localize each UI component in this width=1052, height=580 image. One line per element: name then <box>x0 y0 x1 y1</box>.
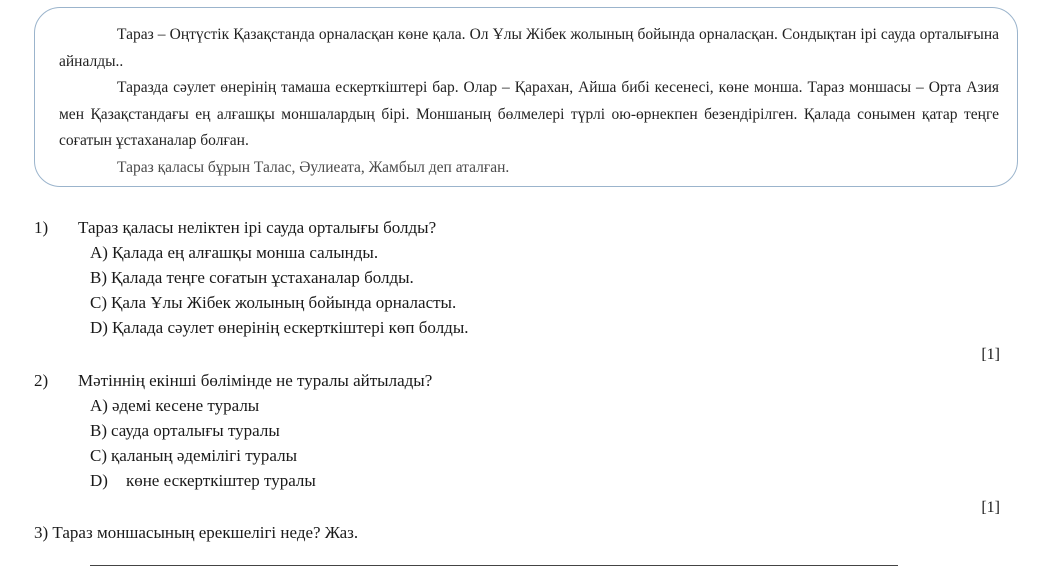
question-number: 1) <box>34 218 49 237</box>
option-label: A) <box>90 396 108 415</box>
question-number: 3) <box>34 523 49 542</box>
question-text: Тараз моншасының ерекшелігі неде? Жаз. <box>52 523 359 542</box>
option-label: B) <box>90 268 107 287</box>
question-1-option-a <box>90 241 378 265</box>
question-text: Тараз қаласы неліктен ірі сауда орталығы болды? <box>78 218 437 237</box>
option-text: қаланың әдемілігі туралы <box>111 446 298 465</box>
question-1-option-d <box>90 316 469 340</box>
question-text: Мәтіннің екінші бөлімінде не туралы айтылады? <box>78 371 433 390</box>
answer-line[interactable] <box>90 565 898 566</box>
option-text: көне ескерткіштер туралы <box>125 471 316 490</box>
option-label: A) <box>90 243 108 262</box>
option-text: Қалада сәулет өнерінің ескерткіштері көп болды. <box>111 318 469 337</box>
option-label: C) <box>90 293 107 312</box>
question-2-mark: [1] <box>981 499 1000 516</box>
reading-passage <box>34 7 1018 187</box>
option-text: әдемі кесене туралы <box>111 396 260 415</box>
question-2-option-c <box>90 444 297 468</box>
passage-paragraph-2: Таразда сәулет өнерінің тамаша ескерткіштері бар. Олар – Қарахан, Айша бибі кесенесі, көне монша. Тараз моншасы – Орта Азия мен Қазақстандағы ең алғашқы моншалардың бірі. Моншаның бөлмелері түрлі ою-өрнекпен безендірілген. Қалада сонымен қатар теңге соғатын ұстаханалар болған. <box>59 79 999 149</box>
question-1 <box>34 216 436 240</box>
question-2 <box>34 369 432 393</box>
option-label: C) <box>90 446 107 465</box>
question-1-mark: [1] <box>981 346 1000 363</box>
question-2-option-a <box>90 394 259 418</box>
question-3 <box>34 521 358 545</box>
option-label: B) <box>90 421 107 440</box>
question-2-option-d <box>90 469 316 493</box>
option-text: Қалада ең алғашқы монша салынды. <box>111 243 379 262</box>
option-text: Қалада теңге соғатын ұстаханалар болды. <box>111 268 414 287</box>
passage-paragraph-1: Тараз – Оңтүстік Қазақстанда орналасқан көне қала. Ол Ұлы Жібек жолының бойында орналасқан. Сондықтан ірі сауда орталығына айналды.. <box>59 26 999 70</box>
option-label: D) <box>90 471 108 490</box>
option-text: Қала Ұлы Жібек жолының бойында орналасты. <box>111 293 457 312</box>
question-1-option-c <box>90 291 456 315</box>
option-text: сауда орталығы туралы <box>111 421 280 440</box>
question-1-option-b <box>90 266 414 290</box>
question-2-option-b <box>90 419 280 443</box>
question-number: 2) <box>34 371 49 390</box>
passage-paragraph-3: Тараз қаласы бұрын Талас, Әулиеата, Жамбыл деп аталған. <box>117 158 510 176</box>
option-label: D) <box>90 318 108 337</box>
